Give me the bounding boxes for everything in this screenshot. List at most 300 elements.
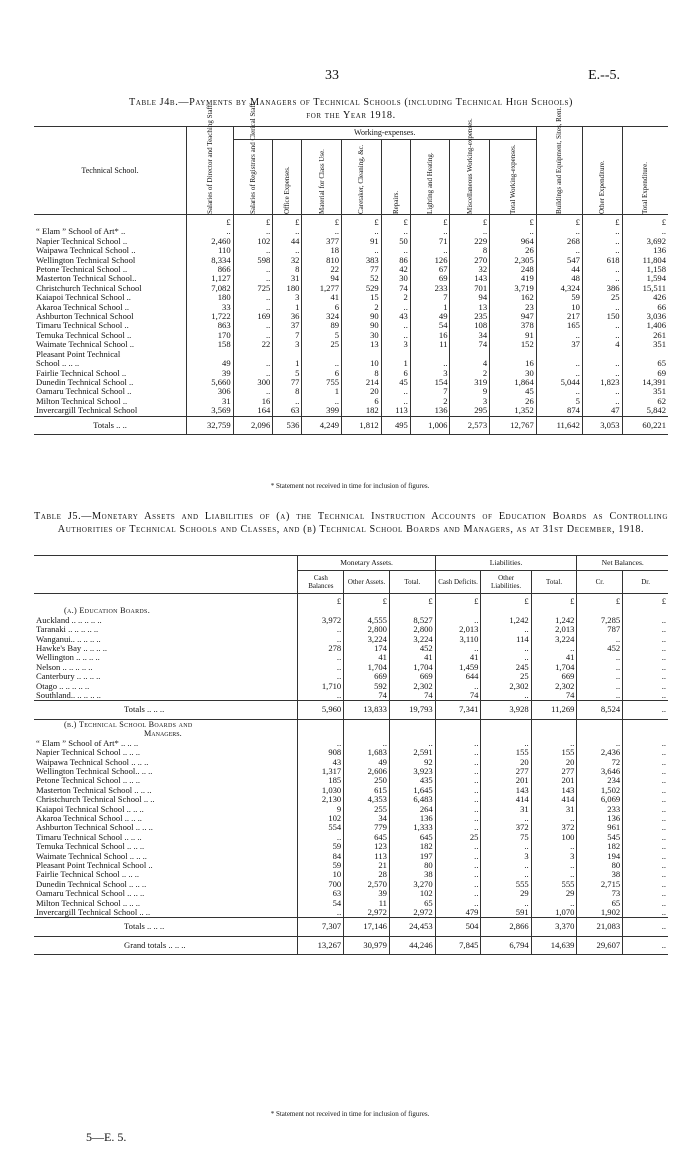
table2-col-header: Other Liabilities. (481, 571, 531, 594)
table-cell: 452 (577, 644, 623, 653)
school-name: “ Elam ” School of Art* .. (34, 227, 187, 236)
table-cell: 2,591 (389, 748, 435, 757)
table-cell: .. (661, 831, 666, 842)
table-cell: 162 (490, 293, 537, 302)
table-cell: 1,864 (490, 378, 537, 387)
school-name: Oamaru Technical School .. (34, 387, 187, 396)
table-cell: .. (302, 227, 342, 236)
table-cell: 31 (481, 805, 531, 814)
table-cell: 5 (273, 369, 302, 378)
table-cell: 65 (577, 899, 623, 908)
table-cell: 9 (450, 387, 490, 396)
table-cell: .. (187, 227, 234, 236)
table-cell: 49 (410, 312, 450, 321)
table-cell: 77 (342, 265, 382, 274)
table-cell: 555 (531, 880, 577, 889)
row-name: Akaroa Technical School .. .. .. (34, 814, 298, 823)
table-cell: 5 (302, 331, 342, 340)
table1-title-line1: Table J4b.—Payments by Managers of Technical Schools (including Technical High Schools) (129, 97, 573, 108)
school-name: Fairlie Technical School .. (34, 369, 187, 378)
table-cell: .. (435, 776, 481, 785)
table-cell: .. (435, 861, 481, 870)
school-name: Kaiapoi Technical School .. (34, 293, 187, 302)
table-cell: .. (661, 652, 666, 663)
table-cell: .. (661, 888, 666, 899)
table-cell: .. (481, 899, 531, 908)
table-cell: 20 (481, 758, 531, 767)
table-row (34, 908, 668, 918)
table-cell: 102 (389, 889, 435, 898)
table-row (34, 378, 668, 387)
table-cell: 143 (481, 786, 531, 795)
table-cell: 23 (490, 303, 537, 312)
totals-cell: 6,794 (481, 936, 531, 954)
table-cell: 1,242 (531, 616, 577, 625)
table2-unit-row (34, 594, 668, 607)
table-cell: 136 (577, 814, 623, 823)
table-cell: 84 (298, 852, 344, 861)
table-cell: 155 (531, 748, 577, 757)
table-cell: 94 (302, 274, 342, 283)
table-cell: 700 (298, 880, 344, 889)
totals-cell: 3,053 (582, 416, 622, 434)
table-cell: .. (661, 869, 666, 880)
table-cell: 866 (187, 265, 234, 274)
table-cell: 3,923 (389, 767, 435, 776)
table1-col-header: Salaries of Director and Teaching Staff (187, 127, 234, 215)
table-cell: .. (531, 814, 577, 823)
table2-col-blank (34, 556, 298, 594)
table-cell: 2 (381, 293, 410, 302)
table-cell: 31 (187, 397, 234, 406)
row-name: Nelson .. .. .. .. .. (34, 663, 298, 672)
table-cell: .. (582, 227, 622, 236)
table1-col-header: Total Working-expenses. (490, 140, 537, 215)
totals-cell: 7,845 (435, 936, 481, 954)
table-cell: 2 (342, 303, 382, 312)
table-cell: 62 (657, 395, 666, 406)
table-cell: 39 (344, 889, 390, 898)
table-cell: .. (531, 870, 577, 879)
table-cell: .. (435, 758, 481, 767)
table-cell: 1,158 (646, 264, 666, 275)
table-cell (298, 719, 344, 729)
table-cell: .. (435, 814, 481, 823)
table-cell: 136 (389, 814, 435, 823)
table-cell: 63 (273, 406, 302, 416)
table-cell: 154 (410, 378, 450, 387)
table-cell: 7,082 (187, 284, 234, 293)
table-cell: 59 (298, 842, 344, 851)
school-name: Waimate Technical School .. (34, 340, 187, 349)
table-cell: 126 (410, 256, 450, 265)
table-cell: 182 (577, 842, 623, 851)
school-name: Milton Technical School .. (34, 397, 187, 406)
table-cell: 1,030 (298, 786, 344, 795)
table2-unit-cell: £ (389, 594, 435, 607)
table-cell: .. (481, 870, 531, 879)
table-cell: 113 (344, 852, 390, 861)
table-cell: .. (435, 880, 481, 889)
table-cell: 80 (577, 861, 623, 870)
table-cell: 41 (531, 653, 577, 662)
table-cell: 277 (531, 767, 577, 776)
table-cell: 185 (298, 776, 344, 785)
table-cell: .. (661, 661, 666, 672)
row-name: “ Elam ” School of Art* .. .. .. (34, 739, 298, 748)
table-cell: 108 (450, 321, 490, 330)
table-cell: 3 (531, 852, 577, 861)
totals-cell: 4,249 (302, 416, 342, 434)
table2-unit-blank (34, 594, 298, 607)
table-cell: 16 (233, 397, 273, 406)
table2-col-header: Total. (531, 571, 577, 594)
table-cell: 545 (577, 833, 623, 842)
table-cell: 32 (273, 256, 302, 265)
table-cell: 2,972 (389, 908, 435, 918)
table-cell: .. (298, 833, 344, 842)
table-cell: 50 (381, 237, 410, 246)
table-cell: 38 (389, 870, 435, 879)
table-cell: 6 (302, 369, 342, 378)
table-cell: 1,277 (302, 284, 342, 293)
table-cell: .. (273, 397, 302, 406)
table-cell: 29 (531, 889, 577, 898)
table-cell: 2,715 (577, 880, 623, 889)
row-name: Petone Technical School .. .. .. (34, 776, 298, 785)
table-cell: 74 (435, 691, 481, 701)
table-cell: .. (582, 265, 622, 274)
table-cell: 20 (342, 387, 382, 396)
table-cell: 45 (381, 378, 410, 387)
table-cell: 74 (531, 691, 577, 701)
table2-group-net: Net Balances. (577, 556, 668, 571)
table-cell: .. (661, 784, 666, 795)
table-cell: .. (435, 899, 481, 908)
table-cell: 324 (302, 312, 342, 321)
table-cell: 1,704 (344, 663, 390, 672)
table-cell: 89 (302, 321, 342, 330)
table-cell: 77 (273, 378, 302, 387)
table-cell: 44 (536, 265, 582, 274)
table-cell: 414 (531, 795, 577, 804)
table-cell (481, 719, 531, 729)
totals-cell: 44,246 (389, 936, 435, 954)
table-cell: .. (661, 803, 666, 814)
school-name: Dunedin Technical School .. (34, 378, 187, 387)
table-cell: 43 (381, 312, 410, 321)
totals-cell: 495 (381, 416, 410, 434)
totals-cell: 1,006 (410, 416, 450, 434)
table-cell: .. (661, 680, 666, 691)
table-cell: .. (490, 227, 537, 236)
table-row (34, 387, 668, 396)
table-cell: 591 (481, 908, 531, 918)
table-cell: .. (410, 227, 450, 236)
table-cell: 21 (344, 861, 390, 870)
row-name: Otago .. .. .. .. .. (34, 682, 298, 691)
table-cell: 233 (577, 805, 623, 814)
totals-cell: 29,607 (577, 936, 623, 954)
table-cell: 4,555 (344, 616, 390, 625)
table-cell: 779 (344, 823, 390, 832)
table-cell: 1,502 (577, 786, 623, 795)
table-cell: 26 (490, 246, 537, 255)
table-cell: .. (577, 672, 623, 681)
row-name: Milton Technical School .. .. .. (34, 899, 298, 908)
table-cell: .. (531, 899, 577, 908)
table-cell: 1 (302, 387, 342, 396)
row-name: Wanganui.. .. .. .. .. (34, 635, 298, 644)
table-cell: 7 (273, 331, 302, 340)
totals-cell: 7,341 (435, 701, 481, 719)
table-cell: .. (661, 690, 666, 701)
table-cell: 54 (410, 321, 450, 330)
table-cell: .. (381, 397, 410, 406)
table-cell: 180 (187, 293, 234, 302)
table-cell: 598 (233, 256, 273, 265)
table-cell: 217 (536, 312, 582, 321)
table-cell: .. (661, 812, 666, 823)
table-cell: 961 (577, 823, 623, 832)
totals-cell: 1,812 (342, 416, 382, 434)
table-cell: 435 (389, 776, 435, 785)
table2-col-header: Cr. (577, 571, 623, 594)
table-cell: .. (661, 765, 666, 776)
table-cell: 155 (481, 748, 531, 757)
table-cell: 1,710 (298, 682, 344, 691)
table-cell: 2,606 (344, 767, 390, 776)
table-cell: 39 (187, 369, 234, 378)
table-cell: 25 (435, 833, 481, 842)
table-cell: 644 (435, 672, 481, 681)
table-cell: 377 (302, 237, 342, 246)
table-cell: 123 (344, 842, 390, 851)
table-cell: 3,646 (577, 767, 623, 776)
table1-col-header: Miscellaneous Working-expenses. (450, 140, 490, 215)
table-cell: .. (298, 625, 344, 634)
table-cell: 26 (490, 397, 537, 406)
totals-cell: .. (661, 921, 666, 932)
table-cell: 4,324 (536, 284, 582, 293)
table-cell: 44 (273, 237, 302, 246)
table-cell: .. (531, 644, 577, 653)
table-cell: 1,352 (490, 406, 537, 416)
table1-unit-cell: £ (381, 215, 410, 228)
table-cell: 150 (582, 312, 622, 321)
table-cell: .. (536, 359, 582, 368)
table-cell: 11 (410, 340, 450, 349)
table-cell: 8 (273, 387, 302, 396)
table-cell: 3 (273, 293, 302, 302)
totals-cell: 11,642 (536, 416, 582, 434)
table-cell: 8 (342, 369, 382, 378)
table-cell: 908 (298, 748, 344, 757)
table1-col-working-group: Working-expenses. (233, 127, 536, 140)
table-cell: 48 (536, 274, 582, 283)
row-name: Wellington .. .. .. .. (34, 653, 298, 662)
table-cell: 1 (273, 359, 302, 368)
table-cell: 74 (344, 691, 390, 701)
table-cell: 69 (657, 367, 666, 378)
table-cell: .. (342, 227, 382, 236)
table-cell: .. (481, 814, 531, 823)
table-cell: 3,110 (435, 635, 481, 644)
table-cell: 5,842 (646, 405, 666, 416)
school-name: Ashburton Technical School (34, 312, 187, 321)
totals-cell: 12,767 (490, 416, 537, 434)
table1-unit-cell: £ (342, 215, 382, 228)
totals-cell: 5,960 (298, 701, 344, 719)
table-row (34, 406, 668, 416)
table-cell: 164 (233, 406, 273, 416)
totals-cell: 2,096 (233, 416, 273, 434)
table-cell (344, 719, 390, 729)
table-cell: 158 (187, 340, 234, 349)
table-cell: .. (661, 226, 666, 237)
table2-col-header: Cash Deficits. (435, 571, 481, 594)
school-name: School .. .. .. (34, 359, 187, 368)
table-cell: .. (381, 246, 410, 255)
table2-unit-cell: £ (298, 594, 344, 607)
table-cell: 29 (481, 889, 531, 898)
table-cell: 1,823 (582, 378, 622, 387)
table-cell: 170 (187, 331, 234, 340)
table-cell: 14,391 (642, 376, 666, 387)
table-cell: .. (273, 246, 302, 255)
table-cell: .. (381, 321, 410, 330)
table-cell: .. (536, 246, 582, 255)
table-cell: .. (389, 739, 435, 748)
table-cell: 2,800 (389, 625, 435, 634)
table-cell: 7 (410, 293, 450, 302)
table-cell: .. (233, 369, 273, 378)
row-name: Oamaru Technical School .. .. .. (34, 889, 298, 898)
table-cell: .. (661, 859, 666, 870)
table-cell: 386 (582, 284, 622, 293)
table-cell: 3 (410, 369, 450, 378)
table-cell: 3,036 (646, 311, 666, 322)
table-row (34, 237, 668, 246)
table-cell: 91 (342, 237, 382, 246)
table-cell: .. (661, 624, 666, 635)
table-cell: 2,460 (187, 237, 234, 246)
table-cell: 94 (450, 293, 490, 302)
table-cell: 100 (531, 833, 577, 842)
table-cell: .. (661, 822, 666, 833)
table-cell: .. (233, 293, 273, 302)
table-cell: .. (531, 842, 577, 851)
table-cell: 270 (450, 256, 490, 265)
table-cell: 8 (273, 265, 302, 274)
table-cell: 235 (450, 312, 490, 321)
table-cell: .. (536, 331, 582, 340)
table-cell: .. (661, 737, 666, 748)
table-cell: .. (435, 739, 481, 748)
table-cell: 197 (389, 852, 435, 861)
table-cell: .. (298, 672, 344, 681)
table-cell: 2,302 (389, 682, 435, 691)
table-cell: 3,224 (344, 635, 390, 644)
table-cell: .. (577, 682, 623, 691)
table-cell: 37 (536, 340, 582, 349)
table-cell: 201 (531, 776, 577, 785)
table-cell: 16 (490, 359, 537, 368)
table-cell: 4 (450, 359, 490, 368)
row-name: Fairlie Technical School .. .. .. (34, 870, 298, 879)
totals-a-row-label: Totals .. .. .. (34, 701, 298, 719)
table-cell: .. (435, 682, 481, 691)
table-cell: 2,800 (344, 625, 390, 634)
table-cell: 1,070 (531, 908, 577, 918)
table-cell: 7 (410, 387, 450, 396)
table-cell: .. (435, 805, 481, 814)
table-cell: .. (481, 842, 531, 851)
table-cell: .. (381, 227, 410, 236)
table-cell: .. (298, 908, 344, 918)
table-cell: 201 (481, 776, 531, 785)
table-cell: 5,660 (187, 378, 234, 387)
totals-cell: 536 (273, 416, 302, 434)
table-cell: 4,353 (344, 795, 390, 804)
school-name: Christchurch Technical School (34, 284, 187, 293)
table-cell: 36 (273, 312, 302, 321)
school-name: Pleasant Point Technical (34, 350, 187, 359)
table-cell: 1,459 (435, 663, 481, 672)
table-cell: 5 (536, 397, 582, 406)
table1-col-header: Total Expenditure. (622, 127, 668, 215)
table-cell: .. (577, 663, 623, 672)
table-cell: 1,242 (481, 616, 531, 625)
table-cell: 351 (653, 339, 666, 350)
table-cell: 143 (450, 274, 490, 283)
table2-group-liabilities: Liabilities. (435, 556, 577, 571)
table-cell: .. (435, 644, 481, 653)
table1-col-header: Office Expenses. (273, 140, 302, 215)
table1-unit-row (34, 215, 668, 228)
table-cell: .. (435, 842, 481, 851)
row-name: Waipawa Technical School .. .. .. (34, 758, 298, 767)
table-cell: .. (661, 756, 666, 767)
table-cell: 234 (577, 776, 623, 785)
totals-cell: 2,573 (450, 416, 490, 434)
table-row (34, 340, 668, 349)
table-cell: 250 (344, 776, 390, 785)
table-cell: 102 (233, 237, 273, 246)
totals-a-row (34, 701, 668, 719)
table-cell: 59 (536, 293, 582, 302)
table2-title: Table J5.—Monetary Assets and Liabilities of (a) the Technical Instruction Accounts of Education Boards as Controlling Authorities of Technical Schools and Classes, and (b) Technical School Boards and Managers, as at 31st December, 1918. (34, 511, 668, 535)
table-cell: .. (536, 387, 582, 396)
table-cell: 22 (302, 265, 342, 274)
table1-title-line2: for the Year 1918. (306, 110, 396, 121)
table-cell: 2,302 (531, 682, 577, 691)
table-cell: .. (481, 644, 531, 653)
table-cell (435, 719, 481, 729)
table-cell: 52 (342, 274, 382, 283)
table-cell: 4 (582, 340, 622, 349)
table-cell: 73 (577, 889, 623, 898)
table-cell: .. (577, 653, 623, 662)
table-cell: 615 (344, 786, 390, 795)
table-cell (531, 719, 577, 729)
table-cell: 13 (342, 340, 382, 349)
table-cell: 863 (187, 321, 234, 330)
table2-col-header: Cash Balances (298, 571, 344, 594)
table-cell: .. (298, 653, 344, 662)
table-cell: 874 (536, 406, 582, 416)
table-cell: .. (481, 653, 531, 662)
